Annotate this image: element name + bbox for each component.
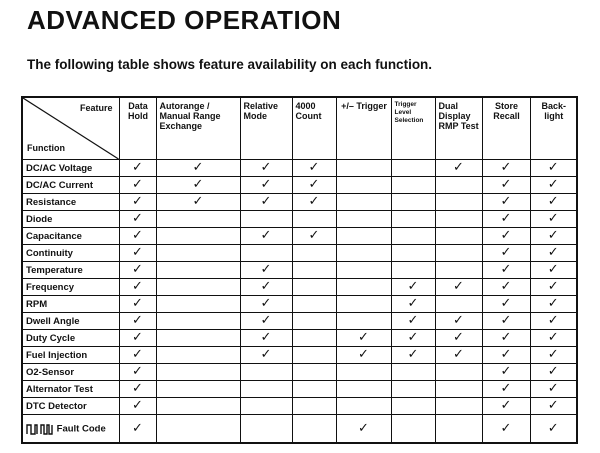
table-row — [22, 313, 577, 330]
check-mark-icon: ✓ — [547, 245, 559, 260]
check-mark-icon: ✓ — [547, 228, 559, 243]
availability-cell — [156, 177, 240, 194]
check-mark-icon: ✓ — [308, 160, 320, 175]
availability-cell — [435, 279, 482, 296]
function-name: DC/AC Voltage — [26, 162, 93, 174]
availability-cell — [240, 160, 292, 177]
availability-cell — [240, 364, 292, 381]
page-title: ADVANCED OPERATION — [27, 5, 342, 35]
check-mark-icon: ✓ — [547, 313, 559, 328]
table-row — [22, 177, 577, 194]
availability-cell — [435, 262, 482, 279]
availability-cell — [292, 228, 336, 245]
table-row — [22, 228, 577, 245]
availability-cell — [435, 398, 482, 415]
availability-cell — [336, 296, 391, 313]
availability-cell — [530, 347, 577, 364]
table-row — [22, 381, 577, 398]
availability-cell — [119, 194, 156, 211]
availability-cell — [391, 415, 435, 444]
check-mark-icon: ✓ — [407, 347, 419, 362]
availability-cell — [391, 296, 435, 313]
availability-cell — [240, 296, 292, 313]
feature-availability-table — [21, 96, 578, 444]
column-header: Relative Mode — [240, 97, 292, 160]
check-mark-icon: ✓ — [500, 381, 512, 396]
check-mark-icon: ✓ — [453, 347, 464, 362]
fault-code-label — [26, 423, 119, 435]
availability-cell — [292, 245, 336, 262]
function-name-cell — [22, 330, 119, 347]
check-mark-icon: ✓ — [500, 279, 512, 294]
availability-cell — [292, 415, 336, 444]
availability-cell — [530, 262, 577, 279]
availability-cell — [156, 279, 240, 296]
availability-cell — [292, 313, 336, 330]
availability-cell — [391, 160, 435, 177]
function-name: Alternator Test — [26, 383, 93, 395]
availability-cell — [435, 330, 482, 347]
check-mark-icon: ✓ — [500, 330, 512, 345]
availability-cell — [119, 262, 156, 279]
availability-cell — [435, 160, 482, 177]
availability-cell — [292, 211, 336, 228]
check-mark-icon: ✓ — [260, 313, 272, 328]
pulse-waveform-icon — [26, 423, 54, 435]
availability-cell — [156, 245, 240, 262]
availability-cell — [292, 330, 336, 347]
column-header: Dual Display RMP Test — [435, 97, 482, 160]
check-mark-icon: ✓ — [358, 347, 369, 362]
availability-cell — [240, 262, 292, 279]
availability-cell — [119, 415, 156, 444]
availability-cell — [156, 381, 240, 398]
availability-cell — [391, 330, 435, 347]
function-name-cell — [22, 262, 119, 279]
availability-cell — [336, 211, 391, 228]
availability-cell — [482, 177, 530, 194]
availability-cell — [435, 313, 482, 330]
function-name: Capacitance — [26, 230, 82, 242]
corner-function-label: Function — [27, 143, 65, 153]
check-mark-icon: ✓ — [132, 398, 143, 413]
availability-cell — [482, 415, 530, 444]
availability-cell — [240, 228, 292, 245]
availability-cell — [391, 194, 435, 211]
check-mark-icon: ✓ — [132, 211, 143, 226]
availability-cell — [119, 398, 156, 415]
availability-cell — [119, 228, 156, 245]
availability-cell — [156, 313, 240, 330]
availability-cell — [482, 211, 530, 228]
table-row — [22, 364, 577, 381]
availability-cell — [240, 330, 292, 347]
table-row — [22, 330, 577, 347]
availability-cell — [240, 313, 292, 330]
availability-cell — [156, 347, 240, 364]
table-row — [22, 160, 577, 177]
availability-cell — [336, 245, 391, 262]
check-mark-icon: ✓ — [358, 420, 369, 436]
check-mark-icon: ✓ — [547, 279, 559, 294]
column-header: Back-light — [530, 97, 577, 160]
check-mark-icon: ✓ — [192, 194, 204, 209]
availability-cell — [336, 347, 391, 364]
availability-cell — [435, 211, 482, 228]
availability-cell — [292, 347, 336, 364]
check-mark-icon: ✓ — [500, 313, 512, 328]
availability-cell — [482, 245, 530, 262]
availability-cell — [156, 415, 240, 444]
check-mark-icon: ✓ — [132, 313, 143, 328]
availability-cell — [156, 194, 240, 211]
availability-cell — [240, 381, 292, 398]
availability-cell — [530, 245, 577, 262]
availability-cell — [119, 296, 156, 313]
availability-cell — [336, 415, 391, 444]
availability-cell — [391, 211, 435, 228]
availability-cell — [336, 364, 391, 381]
availability-cell — [336, 160, 391, 177]
availability-cell — [156, 262, 240, 279]
availability-cell — [482, 194, 530, 211]
availability-cell — [530, 381, 577, 398]
check-mark-icon: ✓ — [547, 194, 559, 209]
availability-cell — [336, 177, 391, 194]
function-name: Frequency — [26, 281, 75, 293]
check-mark-icon: ✓ — [132, 420, 143, 436]
availability-cell — [391, 245, 435, 262]
table-row — [22, 245, 577, 262]
column-header: +/– Trigger — [336, 97, 391, 160]
check-mark-icon: ✓ — [547, 296, 559, 311]
check-mark-icon: ✓ — [500, 194, 512, 209]
check-mark-icon: ✓ — [132, 160, 143, 175]
check-mark-icon: ✓ — [192, 160, 204, 175]
function-name-cell — [22, 279, 119, 296]
availability-cell — [156, 228, 240, 245]
check-mark-icon: ✓ — [547, 381, 559, 396]
availability-cell — [292, 296, 336, 313]
check-mark-icon: ✓ — [132, 194, 143, 209]
function-name-cell — [22, 381, 119, 398]
availability-cell — [530, 160, 577, 177]
availability-cell — [240, 347, 292, 364]
function-name: Resistance — [26, 196, 77, 208]
function-name-cell — [22, 415, 119, 444]
availability-cell — [391, 279, 435, 296]
availability-cell — [482, 296, 530, 313]
check-mark-icon: ✓ — [260, 262, 272, 277]
function-name-cell — [22, 364, 119, 381]
column-header: Store Recall — [482, 97, 530, 160]
function-name: Fuel Injection — [26, 349, 88, 361]
check-mark-icon: ✓ — [500, 420, 512, 436]
check-mark-icon: ✓ — [260, 228, 272, 243]
availability-cell — [336, 398, 391, 415]
check-mark-icon: ✓ — [308, 194, 320, 209]
check-mark-icon: ✓ — [500, 364, 512, 379]
function-name: Dwell Angle — [26, 315, 80, 327]
check-mark-icon: ✓ — [407, 279, 419, 294]
availability-cell — [292, 279, 336, 296]
availability-cell — [482, 279, 530, 296]
check-mark-icon: ✓ — [500, 211, 512, 226]
availability-cell — [435, 228, 482, 245]
check-mark-icon: ✓ — [260, 330, 272, 345]
availability-cell — [482, 398, 530, 415]
check-mark-icon: ✓ — [132, 330, 143, 345]
check-mark-icon: ✓ — [500, 347, 512, 362]
header-row — [22, 97, 577, 160]
function-name: DTC Detector — [26, 400, 87, 412]
availability-cell — [336, 313, 391, 330]
check-mark-icon: ✓ — [547, 211, 559, 226]
table-body — [22, 160, 577, 444]
function-name-cell — [22, 177, 119, 194]
availability-cell — [336, 381, 391, 398]
function-name: Diode — [26, 213, 53, 225]
availability-cell — [240, 177, 292, 194]
availability-cell — [530, 211, 577, 228]
availability-cell — [435, 415, 482, 444]
check-mark-icon: ✓ — [260, 347, 272, 362]
corner-header — [22, 97, 119, 160]
check-mark-icon: ✓ — [308, 228, 320, 243]
check-mark-icon: ✓ — [407, 296, 419, 311]
availability-cell — [482, 381, 530, 398]
check-mark-icon: ✓ — [260, 177, 272, 192]
check-mark-icon: ✓ — [547, 420, 559, 436]
availability-cell — [482, 262, 530, 279]
availability-cell — [336, 330, 391, 347]
function-name: Continuity — [26, 247, 73, 259]
table-row — [22, 279, 577, 296]
availability-cell — [391, 347, 435, 364]
check-mark-icon: ✓ — [132, 347, 143, 362]
column-header: Data Hold — [119, 97, 156, 160]
availability-cell — [240, 415, 292, 444]
check-mark-icon: ✓ — [547, 364, 559, 379]
check-mark-icon: ✓ — [500, 160, 512, 175]
availability-cell — [435, 364, 482, 381]
availability-cell — [119, 313, 156, 330]
availability-cell — [391, 381, 435, 398]
availability-cell — [530, 228, 577, 245]
check-mark-icon: ✓ — [453, 330, 464, 345]
check-mark-icon: ✓ — [132, 381, 143, 396]
availability-cell — [391, 228, 435, 245]
column-header: Trigger Level Selection — [391, 97, 435, 160]
intro-text: The following table shows feature availability on each function. — [27, 57, 433, 72]
check-mark-icon: ✓ — [500, 262, 512, 277]
availability-cell — [435, 245, 482, 262]
availability-cell — [156, 160, 240, 177]
availability-cell — [530, 296, 577, 313]
availability-cell — [156, 211, 240, 228]
availability-cell — [336, 262, 391, 279]
check-mark-icon: ✓ — [453, 279, 464, 294]
function-name-cell — [22, 160, 119, 177]
availability-cell — [336, 194, 391, 211]
table-row — [22, 296, 577, 313]
table-row — [22, 194, 577, 211]
availability-cell — [530, 313, 577, 330]
function-name: Temperature — [26, 264, 83, 276]
availability-cell — [482, 347, 530, 364]
availability-cell — [240, 194, 292, 211]
check-mark-icon: ✓ — [500, 398, 512, 413]
availability-cell — [435, 177, 482, 194]
function-name: RPM — [26, 298, 48, 310]
availability-cell — [119, 330, 156, 347]
availability-cell — [292, 262, 336, 279]
availability-cell — [292, 381, 336, 398]
check-mark-icon: ✓ — [500, 296, 512, 311]
availability-cell — [240, 398, 292, 415]
check-mark-icon: ✓ — [132, 177, 143, 192]
availability-cell — [391, 398, 435, 415]
check-mark-icon: ✓ — [453, 160, 464, 175]
availability-cell — [482, 330, 530, 347]
availability-cell — [391, 313, 435, 330]
check-mark-icon: ✓ — [547, 262, 559, 277]
availability-cell — [336, 228, 391, 245]
function-name-cell — [22, 245, 119, 262]
function-name-cell — [22, 296, 119, 313]
availability-cell — [435, 381, 482, 398]
function-name-cell — [22, 194, 119, 211]
function-name: Fault Code — [56, 423, 106, 435]
check-mark-icon: ✓ — [260, 160, 272, 175]
availability-cell — [292, 398, 336, 415]
check-mark-icon: ✓ — [407, 330, 419, 345]
availability-cell — [530, 415, 577, 444]
table-row — [22, 415, 577, 444]
availability-cell — [530, 364, 577, 381]
check-mark-icon: ✓ — [132, 262, 143, 277]
availability-cell — [119, 177, 156, 194]
availability-cell — [482, 364, 530, 381]
check-mark-icon: ✓ — [358, 330, 369, 345]
function-name: DC/AC Current — [26, 179, 94, 191]
check-mark-icon: ✓ — [453, 313, 464, 328]
availability-cell — [482, 313, 530, 330]
table-row — [22, 398, 577, 415]
availability-cell — [119, 245, 156, 262]
check-mark-icon: ✓ — [132, 228, 143, 243]
check-mark-icon: ✓ — [308, 177, 320, 192]
check-mark-icon: ✓ — [192, 177, 204, 192]
availability-cell — [530, 398, 577, 415]
check-mark-icon: ✓ — [547, 347, 559, 362]
availability-cell — [482, 160, 530, 177]
check-mark-icon: ✓ — [500, 228, 512, 243]
availability-cell — [391, 262, 435, 279]
column-header: 4000 Count — [292, 97, 336, 160]
availability-cell — [240, 279, 292, 296]
function-name: O2-Sensor — [26, 366, 75, 378]
check-mark-icon: ✓ — [407, 313, 419, 328]
table-row — [22, 262, 577, 279]
function-name: Duty Cycle — [26, 332, 76, 344]
availability-cell — [391, 177, 435, 194]
availability-cell — [156, 398, 240, 415]
table-row — [22, 347, 577, 364]
check-mark-icon: ✓ — [132, 296, 143, 311]
check-mark-icon: ✓ — [547, 330, 559, 345]
availability-cell — [530, 177, 577, 194]
check-mark-icon: ✓ — [547, 398, 559, 413]
check-mark-icon: ✓ — [260, 296, 272, 311]
availability-cell — [119, 160, 156, 177]
availability-cell — [292, 364, 336, 381]
function-name-cell — [22, 398, 119, 415]
availability-cell — [435, 194, 482, 211]
availability-cell — [156, 330, 240, 347]
availability-cell — [336, 279, 391, 296]
availability-cell — [391, 364, 435, 381]
check-mark-icon: ✓ — [132, 364, 143, 379]
availability-cell — [119, 364, 156, 381]
availability-cell — [156, 296, 240, 313]
availability-cell — [530, 330, 577, 347]
check-mark-icon: ✓ — [132, 279, 143, 294]
availability-cell — [435, 347, 482, 364]
availability-cell — [292, 194, 336, 211]
availability-cell — [292, 177, 336, 194]
availability-cell — [240, 211, 292, 228]
check-mark-icon: ✓ — [547, 160, 559, 175]
function-name-cell — [22, 228, 119, 245]
availability-cell — [119, 279, 156, 296]
availability-cell — [292, 160, 336, 177]
check-mark-icon: ✓ — [132, 245, 143, 260]
check-mark-icon: ✓ — [500, 177, 512, 192]
function-name-cell — [22, 313, 119, 330]
table-row — [22, 211, 577, 228]
availability-cell — [530, 194, 577, 211]
function-name-cell — [22, 347, 119, 364]
function-name-cell — [22, 211, 119, 228]
availability-cell — [530, 279, 577, 296]
check-mark-icon: ✓ — [500, 245, 512, 260]
check-mark-icon: ✓ — [260, 279, 272, 294]
column-header: Autorange / Manual Range Exchange — [156, 97, 240, 160]
availability-cell — [156, 364, 240, 381]
corner-feature-label: Feature — [79, 103, 113, 113]
availability-cell — [119, 347, 156, 364]
availability-cell — [435, 296, 482, 313]
availability-cell — [482, 228, 530, 245]
check-mark-icon: ✓ — [260, 194, 272, 209]
availability-cell — [240, 245, 292, 262]
check-mark-icon: ✓ — [547, 177, 559, 192]
availability-cell — [119, 381, 156, 398]
availability-cell — [119, 211, 156, 228]
